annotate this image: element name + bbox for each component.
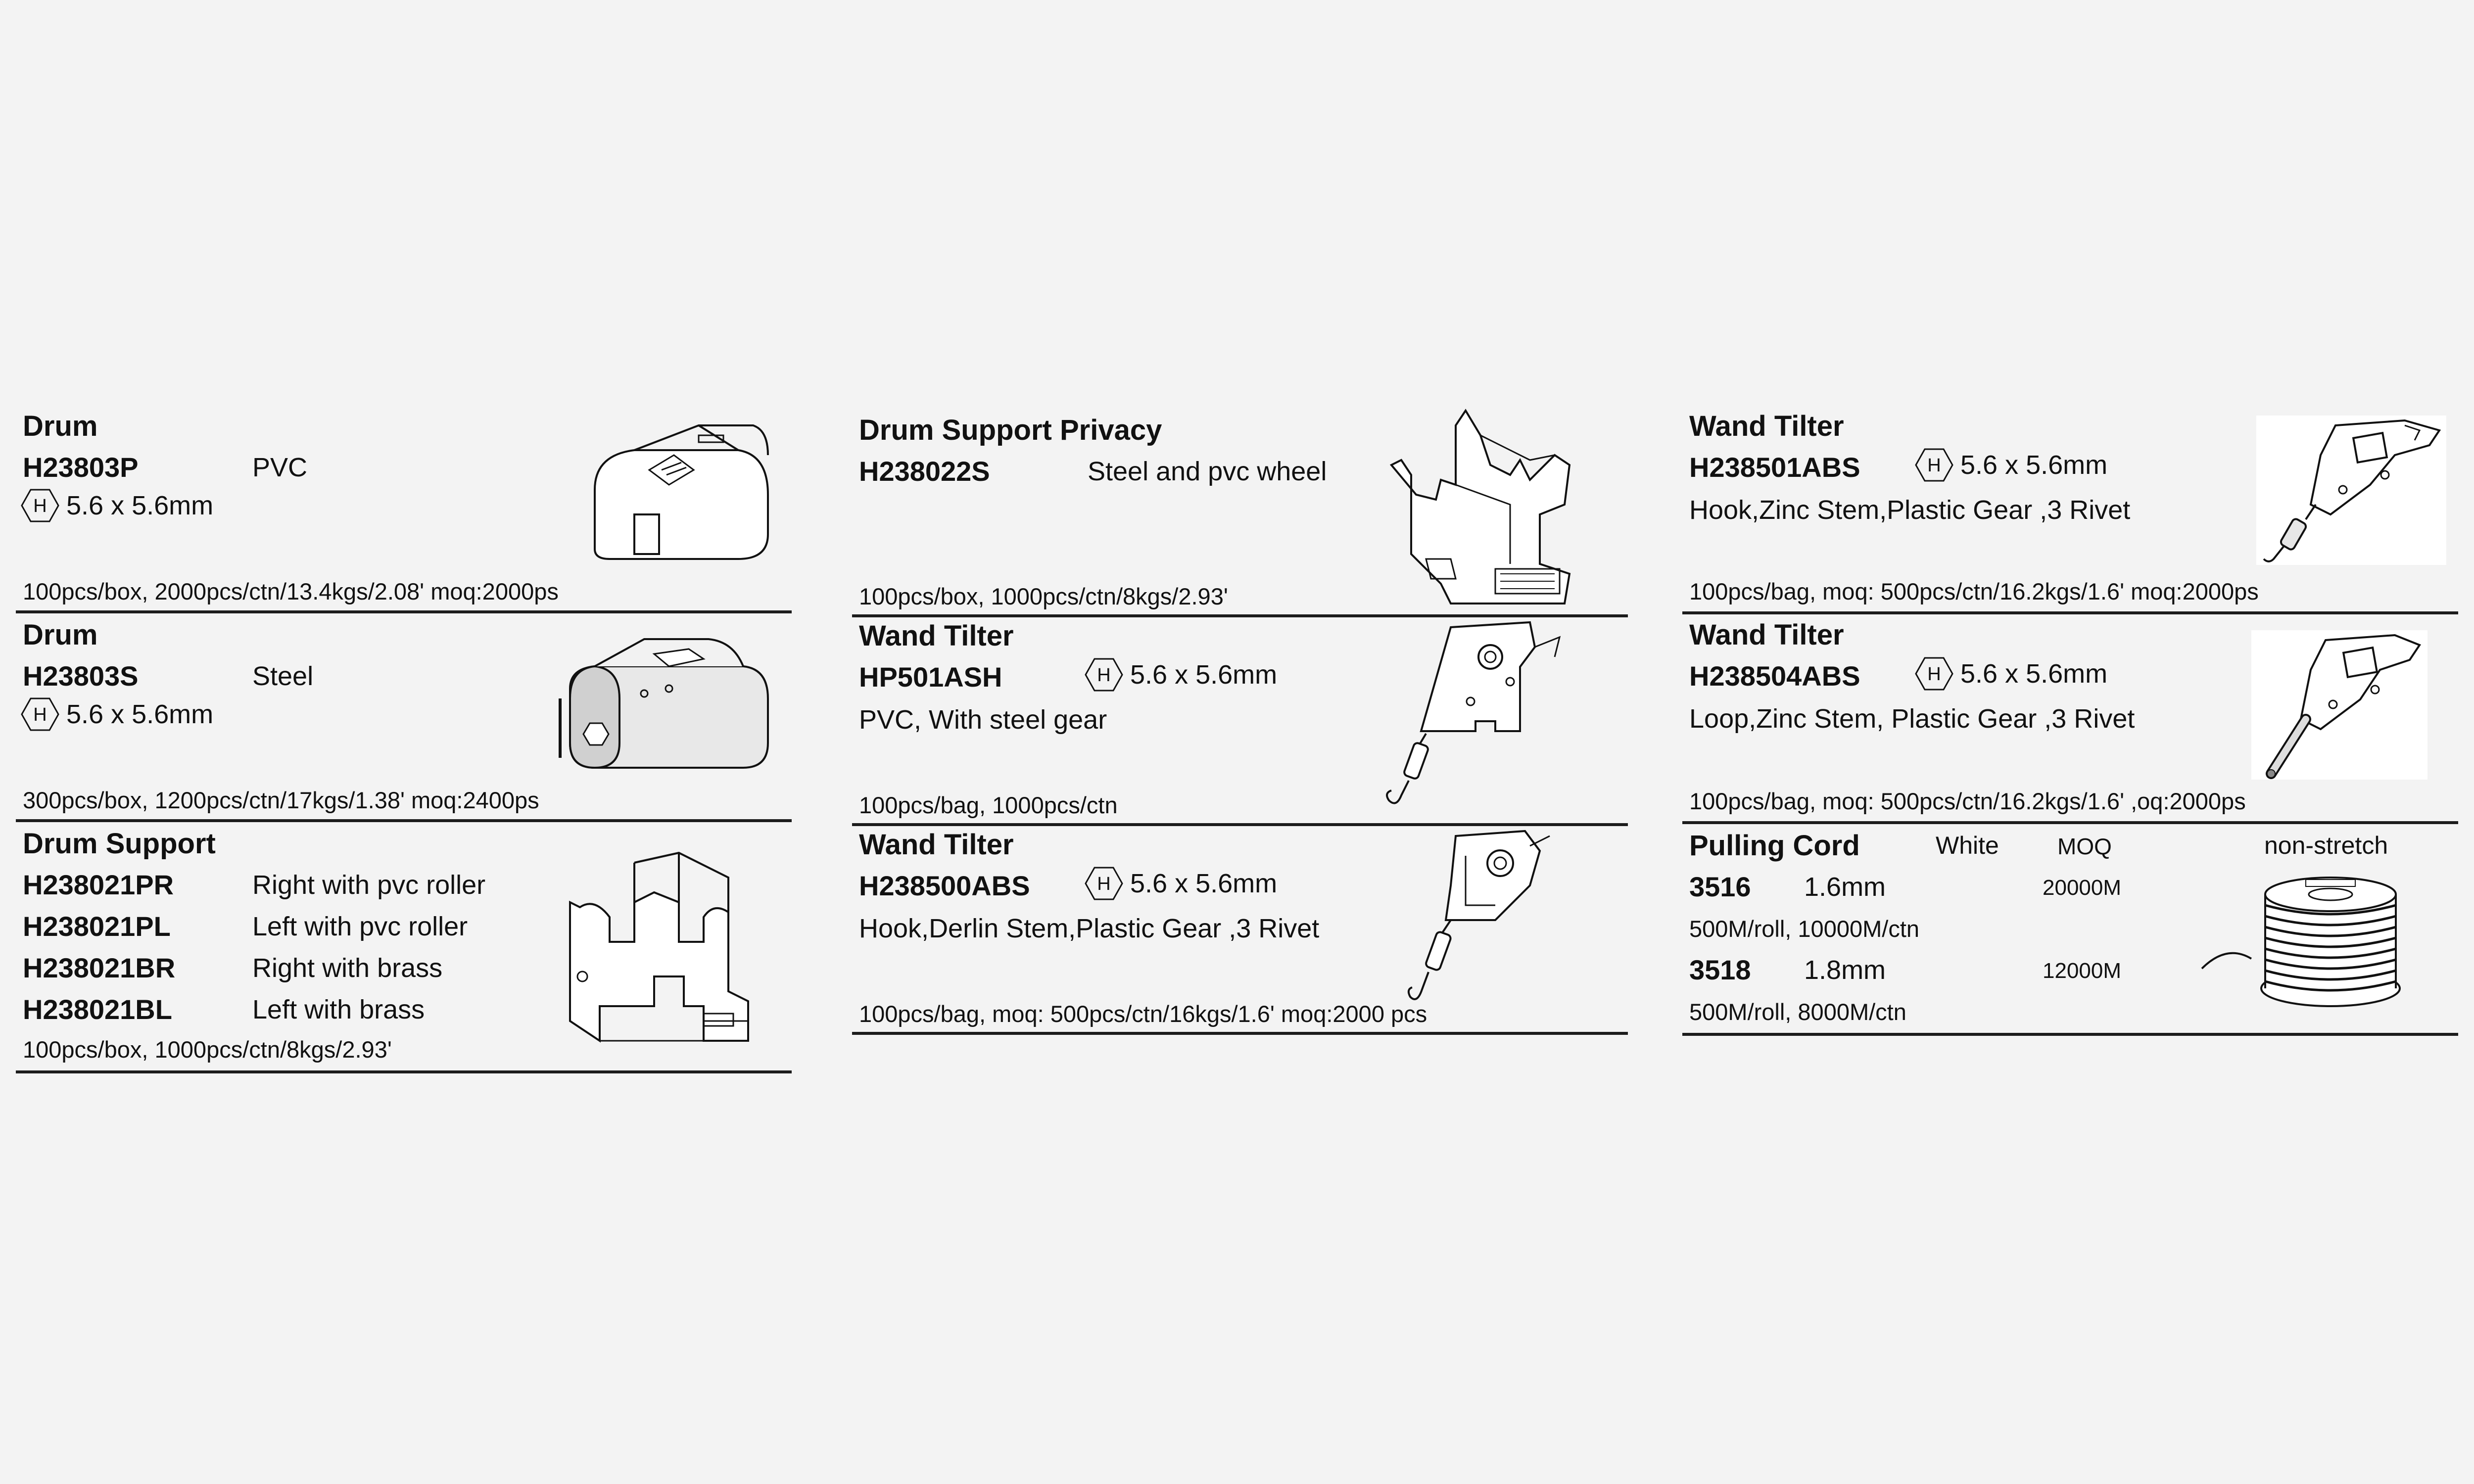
product-code: H238021PR	[23, 869, 174, 900]
svg-text:H: H	[33, 496, 47, 516]
hex-bore-icon	[1915, 656, 1953, 692]
card-footer: 100pcs/box, 1000pcs/ctn/8kgs/2.93'	[23, 1036, 392, 1063]
product-card-wand-tilter-h238501abs	[1682, 391, 2458, 614]
hex-bore-icon	[21, 488, 59, 523]
card-title: Wand Tilter	[1689, 410, 1844, 442]
drum-support-privacy-icon	[1381, 406, 1589, 608]
wand-tilter-hook-icon	[1381, 826, 1599, 1024]
svg-text:H: H	[33, 704, 47, 725]
card-title: Wand Tilter	[1689, 619, 1844, 651]
hex-size-value: 5.6 x 5.6mm	[1960, 659, 2108, 689]
cord-packing: 500M/roll, 10000M/ctn	[1689, 916, 1920, 942]
product-code: H238021BR	[23, 952, 176, 983]
material-label: PVC	[252, 453, 308, 482]
material-label: Steel and pvc wheel	[1088, 457, 1327, 486]
card-footer: 100pcs/box, 1000pcs/ctn/8kgs/2.93'	[859, 583, 1228, 609]
pvc-drum-icon	[575, 416, 783, 564]
card-title: Drum Support Privacy	[859, 414, 1162, 446]
product-card-drum-support-privacy	[852, 391, 1628, 617]
hex-bore-icon	[1915, 447, 1953, 483]
hex-size-value: 5.6 x 5.6mm	[1130, 869, 1278, 898]
card-title: Drum	[23, 619, 98, 651]
card-footer: 100pcs/bag, moq: 500pcs/ctn/16.2kgs/1.6' ,oq:2000ps	[1689, 788, 2246, 814]
card-title: Wand Tilter	[859, 620, 1014, 652]
product-card-drum-steel	[16, 600, 792, 822]
variant-description: Right with pvc roller	[252, 870, 486, 900]
hex-size-value: 5.6 x 5.6mm	[66, 699, 214, 729]
product-code: HP501ASH	[859, 661, 1002, 693]
product-code: H238500ABS	[859, 870, 1030, 901]
product-code: H238021BL	[23, 994, 172, 1025]
cord-code: 3516	[1689, 871, 1751, 902]
hex-size-value: 5.6 x 5.6mm	[66, 491, 214, 520]
steel-drum-icon	[555, 619, 773, 773]
hex-bore-icon	[21, 696, 59, 732]
variant-description: Right with brass	[252, 953, 443, 983]
card-footer: 100pcs/bag, moq: 500pcs/ctn/16kgs/1.6' moq:2000 pcs	[859, 1001, 1427, 1027]
cord-moq: 12000M	[2043, 959, 2122, 983]
product-code: H23803S	[23, 660, 139, 692]
product-card-wand-tilter-hp501ash	[852, 617, 1628, 826]
product-description: Loop,Zinc Stem, Plastic Gear ,3 Rivet	[1689, 704, 2135, 734]
cord-packing: 500M/roll, 8000M/ctn	[1689, 999, 1906, 1025]
product-description: Hook,Zinc Stem,Plastic Gear ,3 Rivet	[1689, 495, 2131, 525]
cord-diameter: 1.6mm	[1804, 872, 1886, 902]
svg-text:H: H	[1927, 664, 1941, 685]
variant-description: Left with brass	[252, 995, 425, 1024]
hex-size-row	[1915, 656, 2107, 692]
hex-size-value: 5.6 x 5.6mm	[1960, 450, 2108, 480]
product-card-wand-tilter-h238504abs	[1682, 614, 2458, 824]
color-header: White	[1936, 832, 1999, 859]
cord-spool-icon	[2197, 865, 2405, 1013]
cord-code: 3518	[1689, 954, 1751, 985]
product-code: H238022S	[859, 456, 990, 487]
hex-size-row	[21, 696, 213, 732]
svg-text:H: H	[1097, 874, 1111, 894]
card-footer: 100pcs/bag, 1000pcs/ctn	[859, 792, 1118, 818]
drum-support-icon	[555, 843, 753, 1051]
product-description: PVC, With steel gear	[859, 705, 1107, 735]
hex-size-row	[1085, 866, 1277, 901]
card-footer: 300pcs/box, 1200pcs/ctn/17kgs/1.38' moq:2400ps	[23, 787, 539, 813]
hex-bore-icon	[1085, 657, 1123, 693]
product-code: H23803P	[23, 452, 139, 483]
hex-size-value: 5.6 x 5.6mm	[1130, 660, 1278, 690]
wand-tilter-icon	[1372, 617, 1589, 815]
card-title: Wand Tilter	[859, 829, 1014, 861]
moq-header: MOQ	[2057, 834, 2112, 859]
card-title: Pulling Cord	[1689, 830, 1860, 862]
type-header: non-stretch	[2264, 832, 2388, 859]
svg-text:H: H	[1097, 665, 1111, 686]
product-card-drum-pvc	[16, 391, 792, 613]
hex-bore-icon	[1085, 866, 1123, 901]
hex-size-row	[1085, 657, 1277, 693]
product-code: H238021PL	[23, 911, 171, 942]
hex-size-row	[1915, 447, 2107, 483]
cord-moq: 20000M	[2043, 876, 2122, 900]
wand-tilter-loop-icon	[2251, 630, 2427, 780]
wand-tilter-zinc-hook-icon	[2256, 416, 2446, 565]
material-label: Steel	[252, 661, 314, 691]
product-description: Hook,Derlin Stem,Plastic Gear ,3 Rivet	[859, 914, 1320, 943]
card-footer: 100pcs/box, 2000pcs/ctn/13.4kgs/2.08' moq:2000ps	[23, 578, 559, 604]
card-title: Drum Support	[23, 828, 216, 860]
product-code: H238504ABS	[1689, 660, 1860, 692]
product-card-pulling-cord	[1682, 824, 2458, 1036]
card-title: Drum	[23, 410, 98, 442]
product-code: H238501ABS	[1689, 452, 1860, 483]
product-card-drum-support	[16, 808, 792, 1073]
product-card-wand-tilter-h238500abs	[852, 826, 1628, 1035]
card-footer: 100pcs/bag, moq: 500pcs/ctn/16.2kgs/1.6' moq:2000ps	[1689, 578, 2259, 604]
hex-size-row	[21, 488, 213, 523]
svg-text:H: H	[1927, 455, 1941, 476]
cord-diameter: 1.8mm	[1804, 955, 1886, 985]
variant-description: Left with pvc roller	[252, 912, 468, 941]
